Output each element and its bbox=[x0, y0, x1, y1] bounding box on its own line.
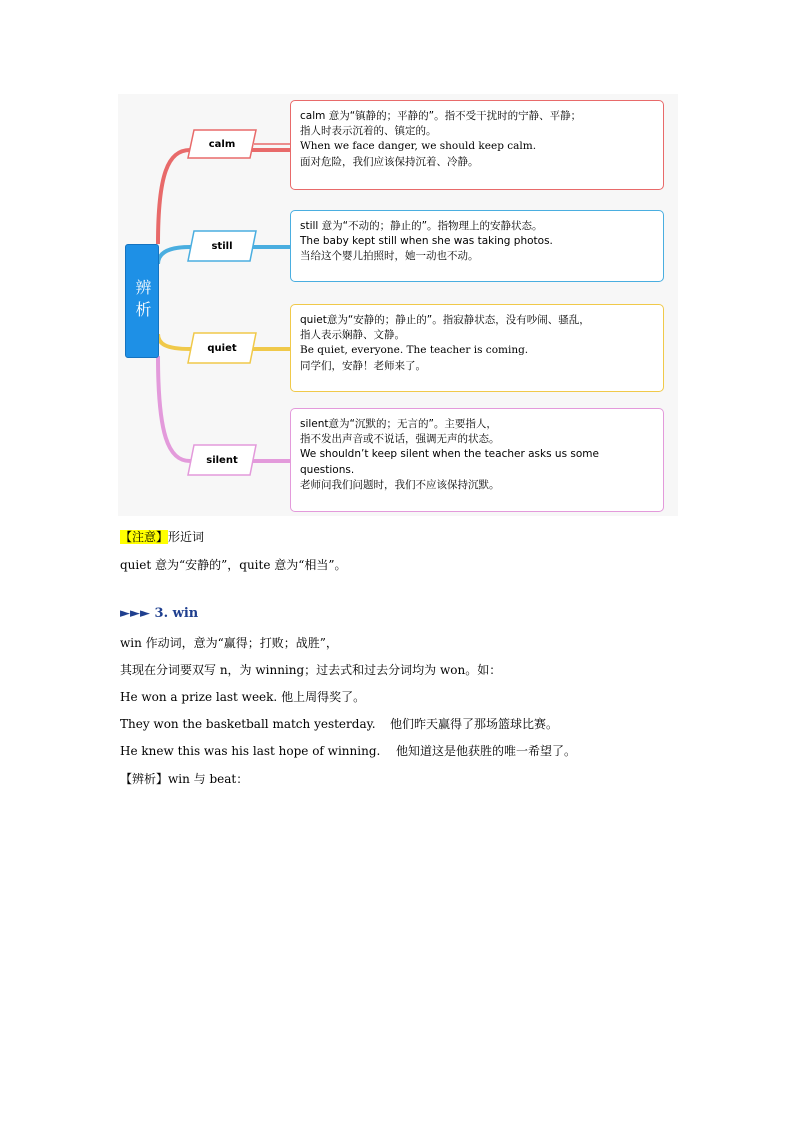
section-arrows: ►►► bbox=[120, 606, 155, 621]
example-3 bbox=[120, 742, 576, 759]
branch-silent: silent bbox=[206, 454, 238, 466]
example-1-en: He won a prize last week. bbox=[120, 690, 278, 704]
note-tag: 【注意】 bbox=[120, 530, 169, 544]
note-still-line-2: The baby kept still when she was taking photos. bbox=[300, 235, 553, 248]
note-silent bbox=[290, 408, 664, 512]
note-title: 形近词 bbox=[168, 530, 205, 544]
note-still bbox=[290, 210, 664, 282]
note-still-line-1: still 意为“不动的；静止的”。指物理上的安静状态。 bbox=[300, 220, 543, 232]
example-1 bbox=[120, 688, 365, 705]
connector-calm bbox=[158, 150, 298, 244]
note-heading bbox=[120, 528, 204, 545]
body-line-2: 其现在分词要双写 n，为 winning；过去式和过去分词均为 won。如： bbox=[120, 663, 502, 677]
section-heading bbox=[120, 606, 198, 621]
center-node bbox=[125, 244, 159, 358]
note-calm bbox=[290, 100, 664, 190]
example-2 bbox=[120, 715, 558, 732]
note-quiet-line-2: 指人表示娴静、文静。 bbox=[300, 329, 405, 342]
body-line-1: win 作动词，意为“赢得；打败；战胜”， bbox=[120, 636, 338, 650]
note-quiet bbox=[290, 304, 664, 392]
branch-still: still bbox=[211, 240, 233, 252]
note-quiet-line-4: 同学们，安静！老师来了。 bbox=[300, 359, 426, 372]
note-still-line-3: 当给这个婴儿拍照时，她一动也不动。 bbox=[300, 250, 479, 263]
note-silent-line-4: questions. bbox=[300, 463, 355, 476]
note-silent-line-5: 老师问我们问题时，我们不应该保持沉默。 bbox=[300, 478, 500, 491]
note-quiet-line-1: quiet意为“安静的；静止的”。指寂静状态，没有吵闹、骚乱， bbox=[300, 314, 590, 326]
example-2-zh: 他们昨天赢得了那场篮球比赛。 bbox=[390, 717, 559, 731]
example-3-zh: 他知道这是他获胜的唯一希望了。 bbox=[396, 744, 577, 758]
example-1-zh: 他上周得奖了。 bbox=[281, 690, 366, 704]
note-calm-line-2: 指人时表示沉着的、镇定的。 bbox=[300, 125, 437, 138]
branch-quiet: quiet bbox=[207, 342, 237, 354]
center-label: 辨析 bbox=[133, 279, 152, 323]
note-silent-line-3: We shouldn’t keep silent when the teacher asks us some bbox=[300, 448, 599, 461]
branch-calm: calm bbox=[208, 138, 236, 150]
example-2-en: They won the basketball match yesterday. bbox=[120, 717, 376, 731]
note-silent-line-1: silent意为“沉默的；无言的”。主要指人， bbox=[300, 418, 497, 430]
note-calm-line-4: 面对危险，我们应该保持沉着、冷静。 bbox=[300, 155, 479, 168]
analysis-heading: 【辨析】win 与 beat： bbox=[120, 772, 249, 786]
note-calm-line-1: calm 意为“镇静的；平静的”。指不受干扰时的宁静、平静； bbox=[300, 110, 582, 122]
note-calm-line-3: When we face danger, we should keep calm. bbox=[300, 140, 537, 153]
note-body: quiet 意为“安静的”，quite 意为“相当”。 bbox=[120, 558, 347, 572]
example-3-en: He knew this was his last hope of winning. bbox=[120, 744, 381, 758]
section-title: 3. win bbox=[154, 606, 199, 621]
mind-map bbox=[118, 94, 678, 516]
note-quiet-line-3: Be quiet, everyone. The teacher is coming. bbox=[300, 344, 529, 357]
note-silent-line-2: 指不发出声音或不说话，强调无声的状态。 bbox=[300, 433, 500, 446]
